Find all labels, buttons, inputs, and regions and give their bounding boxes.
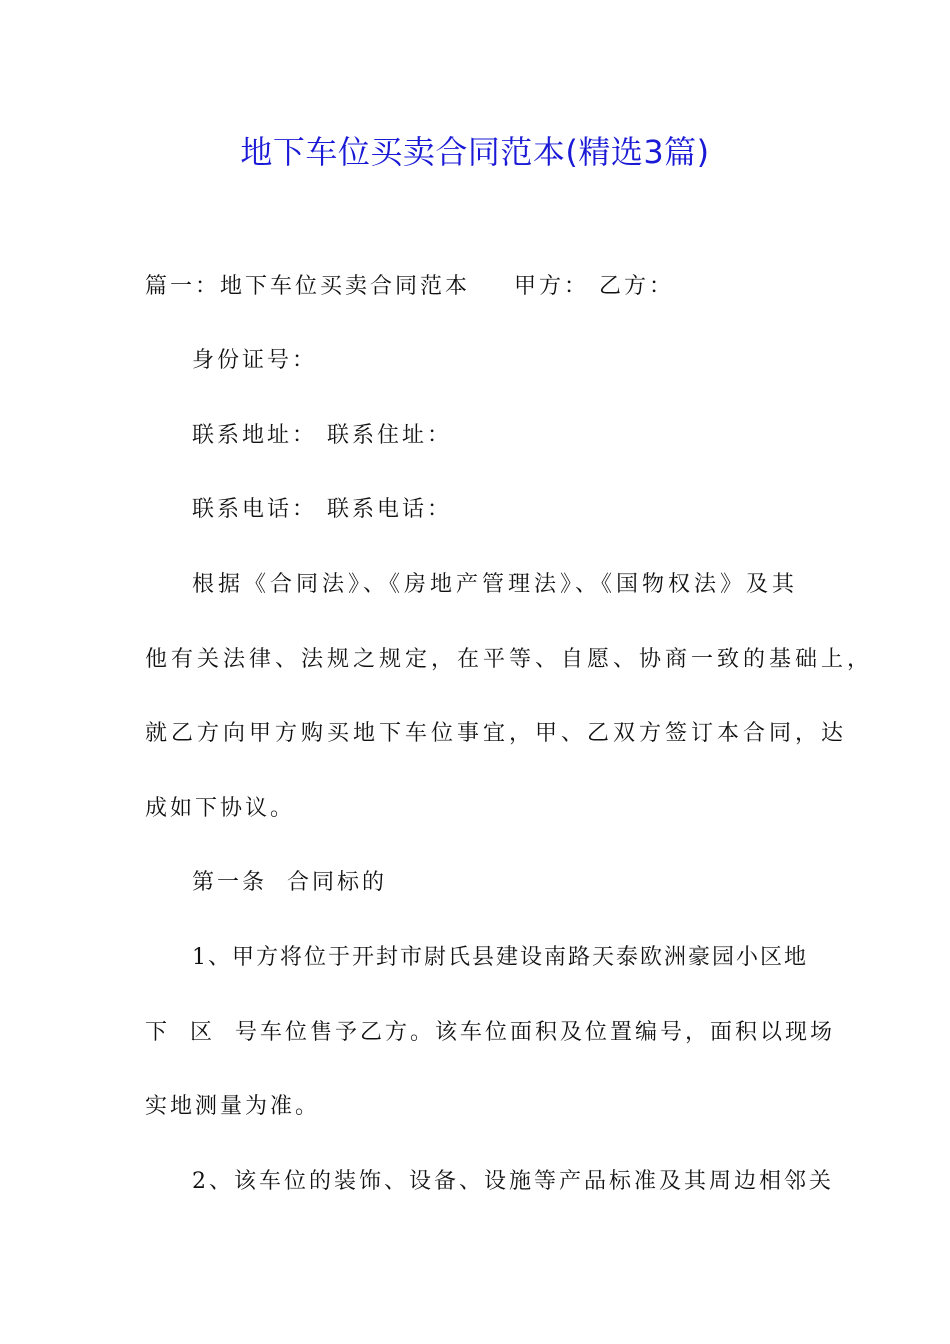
clause-line: 下 区 号车位售予乙方。该车位面积及位置编号，面积以现场 bbox=[145, 1020, 835, 1045]
phone-b-label: 联系电话： bbox=[327, 497, 453, 522]
preamble-line: 根据《合同法》、《房地产管理法》、《国物权法》及其 bbox=[192, 572, 799, 597]
address-a-label: 联系地址： bbox=[192, 423, 318, 448]
phone-a-label: 联系电话： bbox=[192, 497, 318, 522]
address-b-label: 联系住址： bbox=[327, 423, 453, 448]
party-b-label: 乙方： bbox=[599, 274, 675, 299]
clause-line: 实地测量为准。 bbox=[145, 1094, 321, 1119]
section-label: 篇一：地下车位买卖合同范本 bbox=[145, 274, 471, 299]
id-number-label: 身份证号： bbox=[192, 348, 318, 373]
document-title: 地下车位买卖合同范本(精选3篇) bbox=[240, 133, 710, 171]
preamble-line: 成如下协议。 bbox=[145, 796, 296, 821]
clause-line: 2、该车位的装饰、设备、设施等产品标准及其周边相邻关 bbox=[192, 1169, 834, 1194]
preamble-line: 就乙方向甲方购买地下车位事宜，甲、乙双方签订本合同，达 bbox=[145, 721, 848, 746]
phone-line bbox=[192, 495, 452, 525]
party-a-label: 甲方： bbox=[514, 274, 590, 299]
preamble-line: 他有关法律、法规之规定，在平等、自愿、协商一致的基础上， bbox=[145, 647, 874, 672]
intro-line bbox=[145, 272, 674, 302]
address-line bbox=[192, 421, 452, 451]
article-heading: 第一条 合同标的 bbox=[192, 870, 387, 895]
clause-line: 1、甲方将位于开封市尉氏县建设南路天泰欧洲豪园小区地 bbox=[192, 945, 808, 970]
